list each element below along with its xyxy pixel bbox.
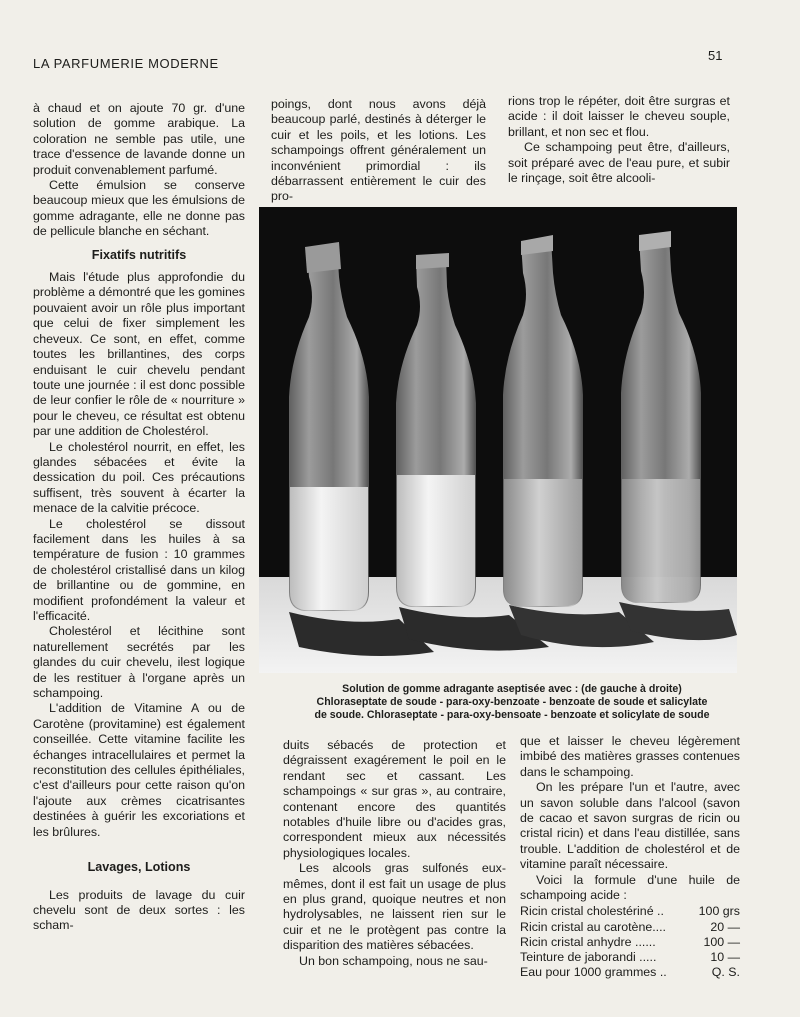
paragraph: rions trop le répéter, doit être surgras et acide : il doit laisser le cheveu souple, brillant, et non sec et flou.	[508, 94, 730, 139]
paragraph: Le cholestérol se dissout facilement dans les huiles à sa température de fusion : 10 grammes de cholestérol cristallisé dans un kilog de brillantine ou de gommine, en modifient profondément la valeur et l'efficacité.	[33, 516, 245, 623]
formula-amount: 10 —	[710, 950, 740, 965]
formula-row	[520, 965, 740, 980]
paragraph: Mais l'étude plus approfondie du problème a démontré que les gomines pouvaient avoir un rôle plus important que celui de fixer simplement les cheveux. Ce sont, en effet, comme toutes les brillantines, des corps enduisant le cuir chevelu pendant toute une journée : il est donc possible de leur confier le rôle de « nourriture » pour le cheveu, ce résultat est obtenu par une addition de Cholestérol.	[33, 270, 245, 439]
formula-table	[520, 904, 740, 980]
bottles-illustration	[259, 207, 737, 673]
formula-amount: 100 —	[703, 934, 740, 949]
paragraph: duits sébacés de protection et dégraissent exagérement le poil en le rendant sec et cassant. Les schampoings « sur gras », au contraire, contenant encore des quantités notables d'huile libre ou d'acides gras, correspondent mieux aux nécessités physiologiques locales.	[283, 738, 506, 860]
paragraph: Le cholestérol nourrit, en effet, les glandes sébacées et évite la dessication du poil. Ces précautions suffisent, très souvent à écarter la menace de la calvitie précoce.	[33, 439, 245, 516]
formula-row	[520, 935, 740, 950]
paragraph: à chaud et on ajoute 70 gr. d'une solution de gomme arabique. La coloration ne semble pas utile, une trace d'essence de lavande donne un produit convenablement parfumé.	[33, 101, 245, 177]
column-right-top	[508, 94, 730, 186]
running-header-title: LA PARFUMERIE MODERNE	[33, 56, 219, 71]
paragraph: Les produits de lavage du cuir chevelu sont de deux sortes : les scham-	[33, 887, 245, 933]
paragraph: Cholestérol et lécithine sont naturellement secrétés par les glandes du cuir chevelu, ilest logique de les restituer à l'organe après un schampoing.	[33, 624, 245, 701]
paragraph: Voici la formule d'une huile de schampoing acide :	[520, 872, 740, 903]
caption-line: Chloraseptate de soude - para-oxy-benzoate - benzoate de soude et salicylate	[316, 696, 708, 708]
section-heading-lavages: Lavages, Lotions	[87, 860, 191, 875]
formula-amount: 20 —	[710, 919, 740, 934]
column-middle-top	[271, 97, 486, 205]
paragraph: Un bon schampoing, nous ne sau-	[299, 953, 488, 968]
paragraph: Les alcools gras sulfonés eux-mêmes, dont il est fait un usage de plus en plus grand, quoique neutres et non hydrolysables, ne laissent rien sur le cuir et ne le protègent pas contre la disparition des matières sébacées.	[283, 861, 506, 953]
formula-row	[520, 950, 740, 965]
formula-ingredient: Eau pour 1000 grammes ..	[520, 965, 667, 980]
paragraph: On les prépare l'un et l'autre, avec un savon soluble dans l'alcool (savon de cacao et savon surgras de ricin ou cristal ricin) et dans l'eau distillée, sans trouble. L'addition de cholestérol et de vitamine paraît nécessaire.	[520, 780, 740, 872]
formula-ingredient: Teinture de jaborandi .....	[520, 950, 657, 965]
formula-row	[520, 904, 740, 919]
paragraph: Cette émulsion se conserve beaucoup mieux que les émulsions de gomme adragante, elle ne donne pas de pellicule blanche en séchant.	[33, 178, 245, 239]
paragraph: que et laisser le cheveu légèrement imbibé des matières grasses contenues dans le schampoing.	[520, 734, 740, 779]
column-left	[33, 101, 245, 934]
page-number: 51	[708, 48, 723, 63]
formula-ingredient: Ricin cristal au carotène....	[520, 919, 666, 934]
bottles-photograph	[259, 207, 737, 673]
caption-line: Solution de gomme adragante aseptisée avec : (de gauche à droite)	[342, 683, 682, 695]
paragraph: Ce schampoing peut être, d'ailleurs, soit préparé avec de l'eau pure, et subir le rinçage, soit être alcooli-	[508, 140, 730, 186]
figure-caption	[282, 683, 742, 722]
paragraph: poings, dont nous avons déjà beaucoup parlé, destinés à déterger le cuir et les poils, et les lotions. Les schampoings offrent généralement un inconvénient primordial : ils débarrassent entièrement le cuir des pro-	[271, 97, 486, 204]
formula-row	[520, 920, 740, 935]
paragraph: L'addition de Vitamine A ou de Carotène (provitamine) est également conseillée. Cette vitamine facilite les échanges intracellulaires et permet la reconstitution des cellules épithéliales, c'est d'ailleurs pour cette raison qu'on l'ajoute aux crèmes cicatrisantes destinées à guérir les excoriations et les brûlures.	[33, 701, 245, 839]
formula-ingredient: Ricin cristal anhydre ......	[520, 934, 656, 949]
column-right-bottom	[520, 734, 740, 980]
column-middle-bottom	[283, 738, 506, 969]
section-heading-fixatifs: Fixatifs nutritifs	[91, 247, 187, 262]
caption-line: de soude. Chloraseptate - para-oxy-bensoate - benzoate et solicylate de soude	[314, 709, 710, 721]
formula-amount: 100 grs	[698, 904, 740, 919]
formula-ingredient: Ricin cristal cholestériné ..	[520, 904, 664, 919]
formula-amount: Q. S.	[711, 965, 740, 980]
